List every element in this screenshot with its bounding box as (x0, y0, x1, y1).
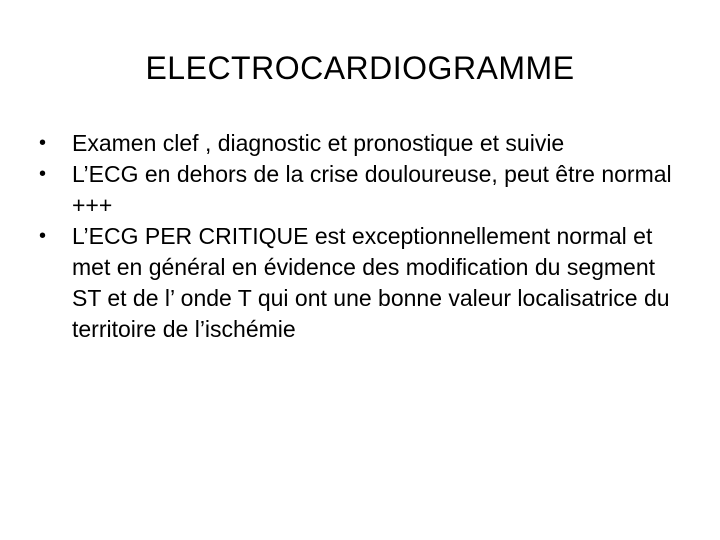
bullet-text: L’ECG en dehors de la crise douloureuse, peut être normal +++ (72, 161, 672, 218)
slide-title: ELECTROCARDIOGRAMME (145, 50, 575, 86)
bullet-point-icon: • (39, 225, 47, 247)
bullet-item (36, 128, 686, 159)
bullet-point-icon: • (39, 132, 47, 154)
bullet-point-icon: • (39, 163, 47, 185)
bullet-text: L’ECG PER CRITIQUE est exceptionnellement normal et met en général en évidence des modification du segment ST et de l’ onde T qui ont une bonne valeur localisatrice du territoire de l’ischémie (72, 223, 670, 342)
bullet-list (36, 128, 686, 345)
bullet-item (36, 159, 686, 221)
bullet-text: Examen clef , diagnostic et pronostique et suivie (72, 130, 565, 156)
bullet-item (36, 221, 686, 345)
